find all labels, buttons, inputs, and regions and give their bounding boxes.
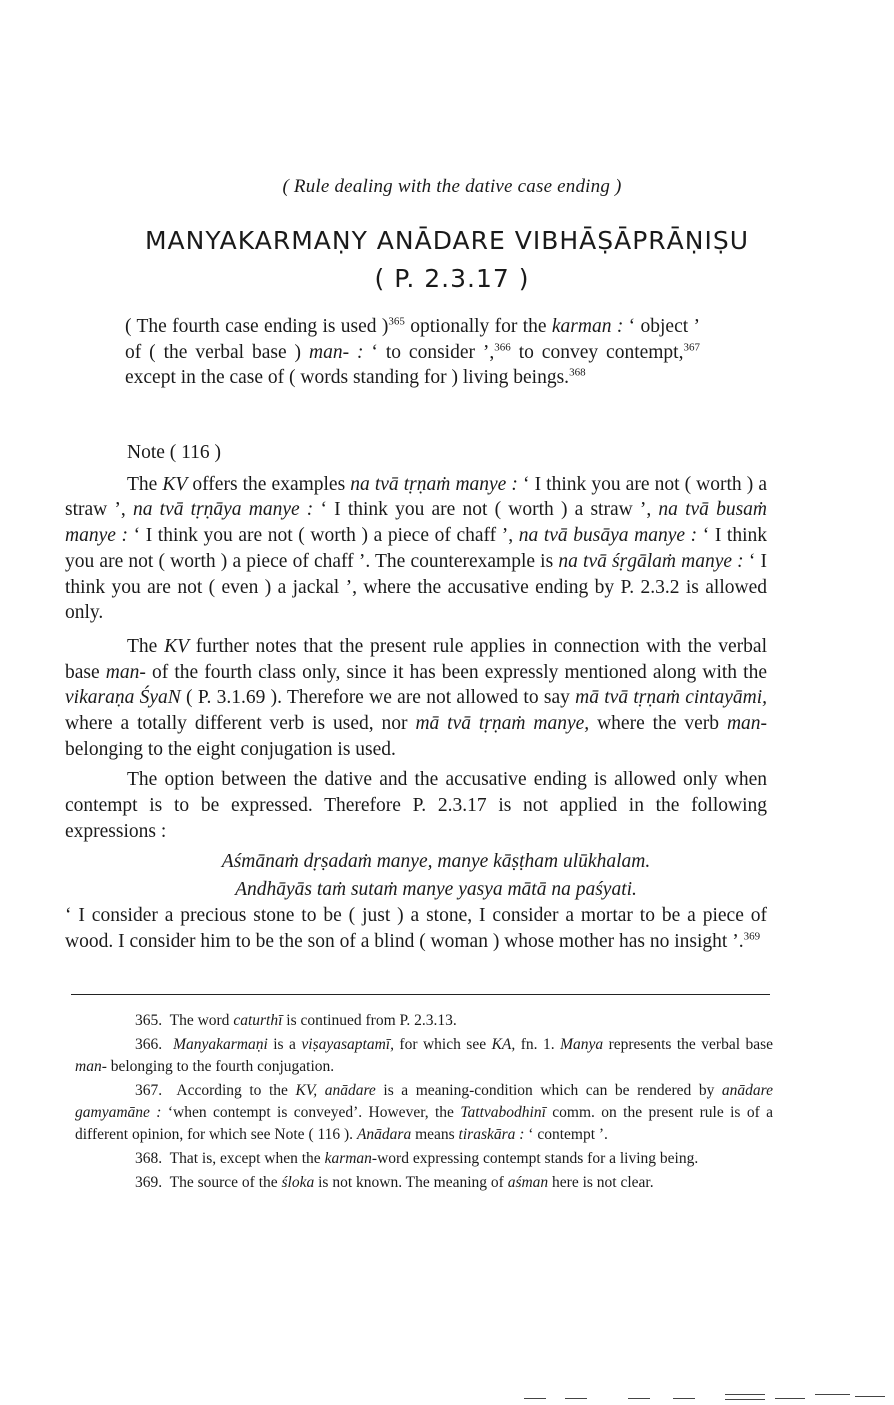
scan-mark <box>815 1394 850 1395</box>
scan-mark <box>725 1394 765 1395</box>
footnote-ref-365[interactable]: 365 <box>388 315 405 328</box>
footnote-367: 367. According to the KV, anādare is a meaning-condition which can be rendered by anādare gamyamāne : ‘when contempt is conveyed’. However, the Tattvabodhinī comm. on the present rule is of a different opinion, for which see Note ( 116 ). Anādara means tiraskāra : ‘ contempt ’. <box>75 1082 774 1143</box>
rule-reference: ( P. 2.3.17 ) <box>374 264 530 293</box>
verse-translation: ‘ I consider a precious stone to be ( just ) a stone, I consider a mortar to be a piece of wood. I consider him to be the son of a blind ( woman ) whose mother has no insight ’.$^{369}$ <box>65 904 767 952</box>
footnote-368: 368. That is, except when the karman-word expressing contempt stands for a living being. <box>135 1150 699 1167</box>
footnote-366: 366. Manyakarmaṇi is a viṣayasaptamī, for which see KA, fn. 1. Manya represents the verbal base man- belonging to the fourth conjugation. <box>75 1036 774 1075</box>
note-paragraph-2: The KV further notes that the present rule applies in connection with the verbal base man- of the fourth class only, since it has been expressly mentioned along with the vikaraṇa ŚyaN ( P. 3.1.69 ). Therefore we are not allowed to say mā tvā tṛṇaṁ cintayāmi, where a totally different verb is used, nor mā tvā tṛṇaṁ manye, where the verb man- belonging to the eight conjugation is used. <box>65 635 768 760</box>
scan-mark <box>855 1396 885 1397</box>
note-paragraph-1: The KV offers the examples na tvā tṛṇaṁ manye : ‘ I think you are not ( worth ) a straw ’, na tvā tṛṇāya manye : ‘ I think you are not ( worth ) a straw ’, na tvā busaṁ manye : ‘ I think you are not ( worth ) a piece of chaff ’, na tvā busāya manye : ‘ I think you are not ( worth ) a piece of chaff ’. The counterexample is na tvā śṛgālaṁ manye : ‘ I think you are not ( even ) a jackal ’, where the accusative ending by P. 2.3.2 is allowed only. <box>65 473 768 624</box>
scan-mark <box>565 1398 587 1399</box>
scan-mark <box>524 1398 546 1399</box>
footnote-365: 365. The word caturthī is continued from P. 2.3.13. <box>135 1012 457 1029</box>
footnote-ref-367[interactable]: 367 <box>683 341 700 353</box>
note-section <box>65 440 767 954</box>
rule-translation: ( The fourth case ending is used )$^{365}$ optionally for the karman : ‘ object ’ of ( the verbal base ) man- : ‘ to consider ’,$^{366}$ to convey contempt,$^{367}$ except in the case of ( words standing for ) living beings.$^{368}$ <box>125 315 700 388</box>
note-paragraph-3: The option between the dative and the accusative ending is allowed only when contempt is to be expressed. Therefore P. 2.3.17 is not applied in the following expressions : <box>65 769 767 842</box>
rule-title: MANYAKARMAṆY ANĀDARE VIBHĀṢĀPRĀṆIṢU <box>144 226 750 255</box>
verse-line-1: Aśmānaṁ dṛṣadaṁ manye, manye kāṣṭham ulūkhalam. <box>221 850 651 872</box>
footnotes <box>75 1010 773 1196</box>
scan-mark <box>628 1398 650 1399</box>
scan-mark <box>775 1398 805 1399</box>
scan-mark <box>725 1399 765 1400</box>
footnote-divider <box>71 994 770 995</box>
scan-mark <box>673 1398 695 1399</box>
footnote-369: 369. The source of the śloka is not known. The meaning of aśman here is not clear. <box>135 1174 654 1191</box>
footnote-ref-368[interactable]: 368 <box>569 366 586 379</box>
verse-line-2: Andhāyās taṁ sutaṁ manye yasya mātā na paśyati. <box>235 879 637 901</box>
note-title: Note ( 116 ) <box>127 442 222 463</box>
footnote-ref-366[interactable]: 366 <box>494 341 511 353</box>
footnote-ref-369[interactable]: 369 <box>743 930 761 943</box>
rule-subtitle: ( Rule dealing with the dative case ending ) <box>282 176 622 197</box>
